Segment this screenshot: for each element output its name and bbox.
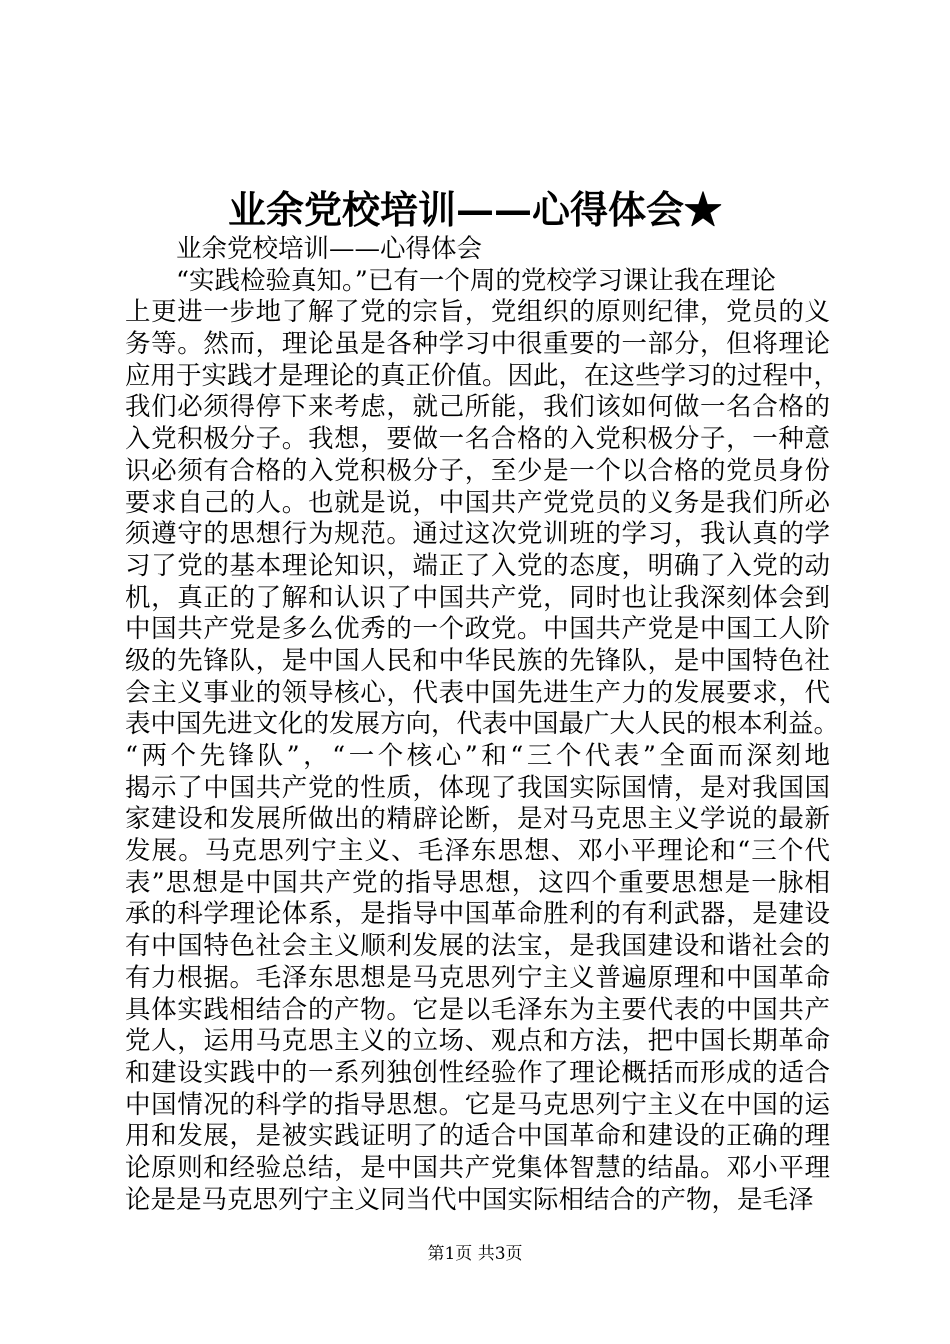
- body-line: 识必须有合格的入党积极分子，至少是一个以合格的党员身份: [125, 455, 830, 486]
- page-number: 第1页 共3页: [427, 1244, 523, 1264]
- body-line: 和建设实践中的一系列独创性经验作了理论概括而形成的适合: [125, 1057, 830, 1088]
- body-line: 论是是马克思列宁主义同当代中国实际相结合的产物，是毛泽: [125, 1184, 814, 1215]
- body-line: 表中国先进文化的发展方向，代表中国最广大人民的根本利益。: [125, 709, 840, 740]
- body-line: 党人，运用马克思主义的立场、观点和方法，把中国长期革命: [125, 1026, 830, 1057]
- body-line: 务等。然而，理论虽是各种学习中很重要的一部分，但将理论: [125, 329, 830, 360]
- body-line: 我们必须得停下来考虑，就己所能，我们该如何做一名合格的: [125, 392, 830, 423]
- body-line: 习了党的基本理论知识，端正了入党的态度，明确了入党的动: [125, 550, 830, 581]
- body-line: 须遵守的思想行为规范。通过这次党训班的学习，我认真的学: [125, 519, 830, 550]
- body-line: 会主义事业的领导核心，代表中国先进生产力的发展要求，代: [125, 677, 830, 708]
- body-line: 有中国特色社会主义顺利发展的法宝，是我国建设和谐社会的: [125, 931, 830, 962]
- body-line: 要求自己的人。也就是说，中国共产党党员的义务是我们所必: [125, 487, 830, 518]
- body-line: 家建设和发展所做出的精辟论断，是对马克思主义学说的最新: [125, 804, 830, 835]
- body-line: 应用于实践才是理论的真正价值。因此，在这些学习的过程中，: [125, 360, 840, 391]
- body-line: 有力根据。毛泽东思想是马克思列宁主义普遍原理和中国革命: [125, 962, 830, 993]
- body-line: 用和发展，是被实践证明了的适合中国革命和建设的正确的理: [125, 1121, 830, 1152]
- document-body: [125, 234, 840, 1216]
- body-line: “两个先锋队”，“一个核心”和“三个代表”全面而深刻地: [125, 741, 830, 771]
- body-line: 业余党校培训——心得体会: [176, 234, 483, 264]
- body-line: 入党积极分子。我想，要做一名合格的入党积极分子，一种意: [125, 424, 830, 455]
- body-line: 承的科学理论体系，是指导中国革命胜利的有利武器，是建设: [125, 899, 830, 930]
- body-line: 上更进一步地了解了党的宗旨，党组织的原则纪律，党员的义: [125, 297, 830, 328]
- document-title: 业余党校培训——心得体会★: [227, 187, 722, 232]
- body-line: 具体实践相结合的产物。它是以毛泽东为主要代表的中国共产: [125, 994, 830, 1025]
- body-line: 论原则和经验总结，是中国共产党集体智慧的结晶。邓小平理: [125, 1152, 830, 1183]
- body-line: “实践检验真知。”已有一个周的党校学习课让我在理论: [176, 265, 776, 296]
- body-line: 中国情况的科学的指导思想。它是马克思列宁主义在中国的运: [125, 1089, 830, 1120]
- body-line: 揭示了中国共产党的性质，体现了我国实际国情，是对我国国: [125, 772, 830, 803]
- body-line: 表”思想是中国共产党的指导思想，这四个重要思想是一脉相: [125, 867, 830, 898]
- body-line: 发展。马克思列宁主义、毛泽东思想、邓小平理论和“三个代: [125, 836, 830, 867]
- body-line: 中国共产党是多么优秀的一个政党。中国共产党是中国工人阶: [125, 614, 830, 645]
- body-line: 机，真正的了解和认识了中国共产党，同时也让我深刻体会到: [125, 582, 830, 613]
- body-line: 级的先锋队，是中国人民和中华民族的先锋队，是中国特色社: [125, 645, 830, 676]
